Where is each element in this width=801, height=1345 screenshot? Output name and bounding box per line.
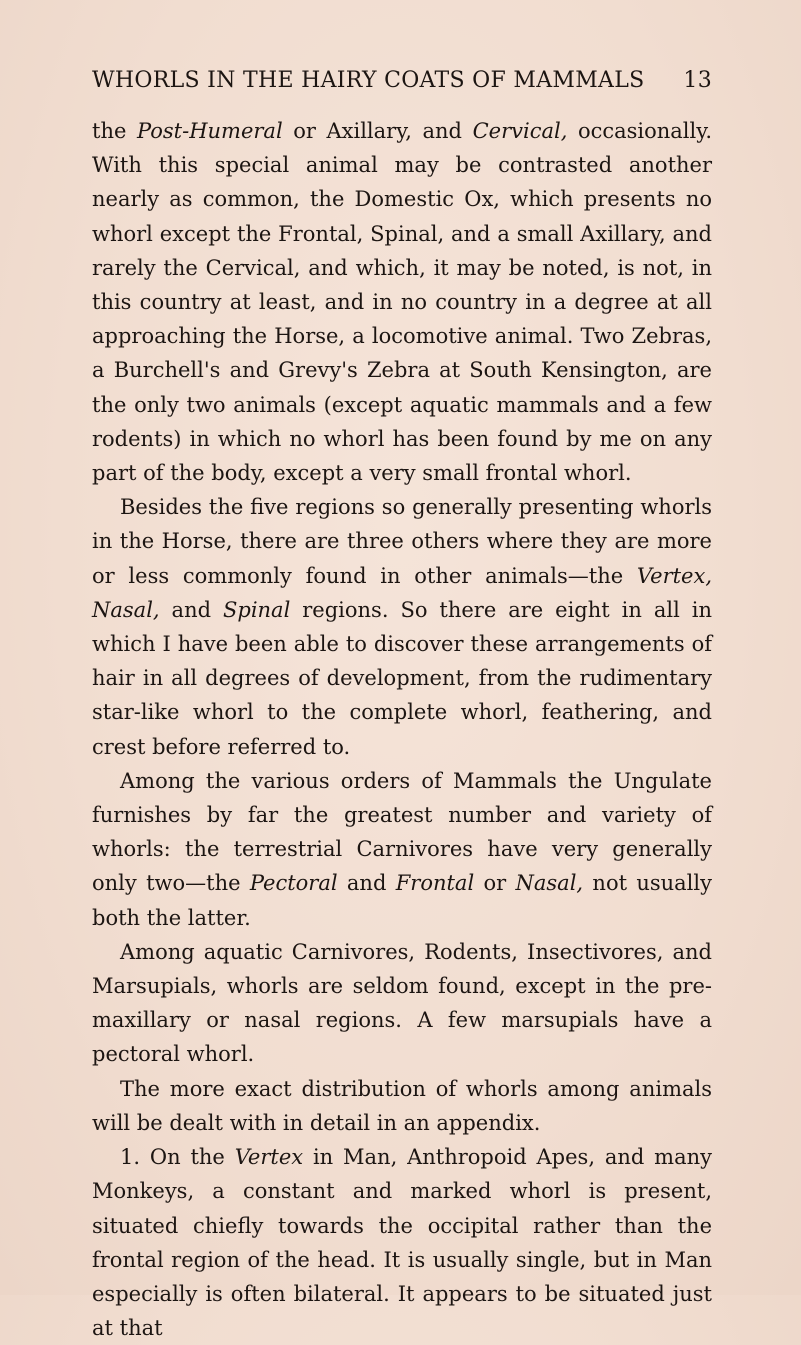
- paragraph-5: [92, 1072, 712, 1140]
- text-run: Among the various orders of Mammals the Ungulate furnishes by far the greatest number and variety of whorls: the terrestrial Carnivores have very generally only two—the: [92, 768, 712, 896]
- text-run: not usually both the latter.: [92, 871, 712, 930]
- text-run: or Axillary, and: [282, 119, 473, 143]
- page-number: 13: [683, 68, 712, 93]
- running-header: [92, 64, 712, 98]
- italic-term: Nasal,: [515, 871, 584, 896]
- italic-term: Vertex: [234, 1145, 304, 1170]
- text-run: the: [92, 119, 137, 143]
- paragraph-4: [92, 935, 712, 1072]
- text-run: The more exact distribution of whorls among animals will be dealt with in detail in an appendix.: [92, 1076, 712, 1135]
- italic-term: Frontal: [395, 871, 475, 896]
- italic-term: Pectoral: [249, 871, 338, 896]
- text-run: in Man, Anthropoid Apes, and many Monkeys, a constant and marked whorl is present, situated chiefly towards the occipital rather than the frontal region of the head. It is usually single, but in Man especially is often bilateral. It appears to be situated just at that: [92, 1145, 712, 1341]
- paragraph-6: [92, 1140, 712, 1345]
- book-page: [92, 64, 712, 1345]
- text-run: Besides the five regions so generally presenting whorls in the Horse, there are three others where they are more or less commonly found in other animals—the: [92, 495, 712, 588]
- italic-term: Spinal: [222, 597, 291, 622]
- paragraph-3: [92, 764, 712, 935]
- body-text: [92, 114, 712, 1345]
- text-run: 1. On the: [120, 1145, 235, 1170]
- italic-term: Cervical,: [472, 119, 568, 143]
- italic-term: Post-Humeral: [136, 119, 283, 143]
- paragraph-2: [92, 490, 712, 764]
- text-run: regions. So there are eight in all in which I have been able to discover these arrangements of hair in all degrees of development, from the rudimentary star-like whorl to the complete whorl, feathering, and crest before referred to.: [92, 597, 712, 759]
- text-run: or: [474, 871, 516, 896]
- text-run: and: [337, 871, 396, 896]
- italic-term: Vertex, Nasal,: [92, 563, 712, 622]
- text-run: occasionally. With this special animal may be contrasted another nearly as common, the Domestic Ox, which presents no whorl except the Frontal, Spinal, and a small Axillary, and rarely the Cervical, and which, it may be noted, is not, in this country at least, and in no country in a degree at all approaching the Horse, a locomotive animal. Two Zebras, a Burchell's and Grevy's Zebra at South Kensington, are the only two animals (except aquatic mammals and a few rodents) in which no whorl has been found by me on any part of the body, except a very small frontal whorl.: [92, 119, 712, 486]
- running-title: WHORLS IN THE HAIRY COATS OF MAMMALS: [92, 68, 645, 93]
- paragraph-1: [92, 114, 712, 490]
- text-run: Among aquatic Carnivores, Rodents, Insectivores, and Marsupials, whorls are seldom found, except in the pre-maxillary or nasal regions. A few marsupials have a pectoral whorl.: [92, 939, 712, 1067]
- text-run: and: [159, 597, 223, 622]
